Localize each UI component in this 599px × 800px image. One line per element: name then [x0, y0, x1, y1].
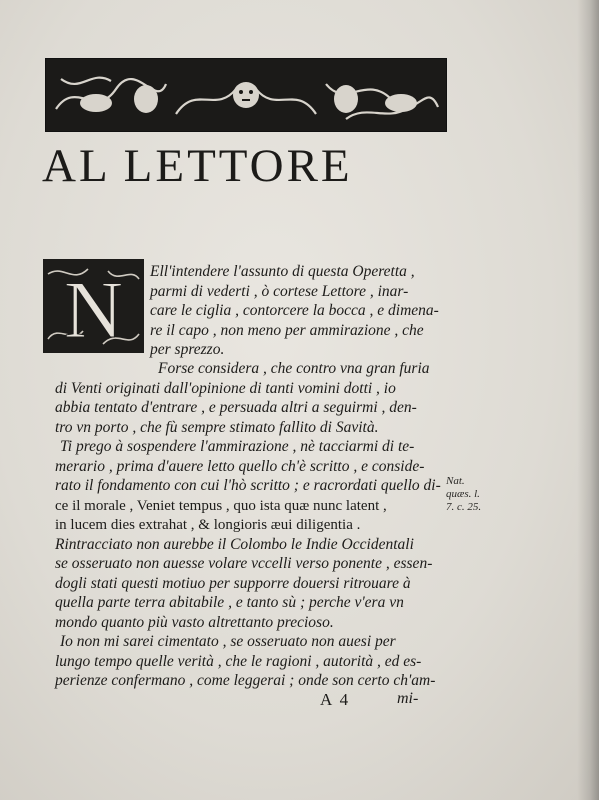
dropcap-letter: N: [63, 264, 124, 353]
gutter-shadow: [577, 0, 599, 800]
text-line: Forse considera , che contro vna gran furia: [158, 360, 430, 377]
text-line: se osseruato non auesse volare vccelli verso ponente , essen-: [55, 555, 433, 572]
text-line: Io non mi sarei cimentato , se osseruato non auesi per: [60, 633, 396, 650]
text-line: in lucem dies extrahat , & longioris æui diligentia .: [55, 517, 361, 533]
text-line: care le ciglia , contorcere la bocca , e dimena-: [150, 302, 439, 319]
signature-mark: A 4: [320, 690, 351, 709]
text-line: lungo tempo quelle verità , che le ragioni , autorità , ed es-: [55, 653, 422, 670]
text-line: Rintracciato non aurebbe il Colombo le Indie Occidentali: [55, 536, 414, 553]
text-line: ce il morale , Veniet tempus , quo ista quæ nunc latent ,: [55, 498, 387, 514]
ornamental-headpiece: [45, 58, 447, 132]
page-title: AL LETTORE: [42, 140, 353, 192]
text-line: rato il fondamento con cui l'hò scritto ; e racrordati quello di-: [55, 477, 441, 494]
text-line: di Venti originati dall'opinione di tanti vomini dotti , io: [55, 380, 396, 397]
catchword: mi-: [397, 690, 419, 707]
text-line: Ti prego à sospendere l'ammirazione , nè tacciarmi di te-: [60, 438, 415, 455]
margin-note-line: Nat.: [446, 475, 465, 487]
text-line: perienze confermano , come leggerai ; onde son certo ch'am-: [55, 672, 436, 689]
margin-note-line: 7. c. 25.: [446, 501, 482, 513]
text-line: mondo quanto più vasto altrettanto precioso.: [55, 614, 334, 631]
text-line: per sprezzo.: [150, 341, 225, 358]
text-line: tro vn porto , che fù sempre stimato fallito di Savità.: [55, 419, 379, 436]
text-line: quella parte terra abitabile , e tanto sù ; perche v'era vn: [55, 594, 404, 611]
text-line: re il capo , non meno per ammirazione , che: [150, 322, 424, 339]
marginal-citation: [446, 475, 506, 514]
text-line: parmi di vederti , ò cortese Lettore , inar-: [150, 283, 409, 300]
text-line: Ell'intendere l'assunto di questa Operetta ,: [150, 263, 415, 280]
text-line: dogli stati questi motiuo per supporre douersi ritrouare à: [55, 575, 411, 592]
text-line: abbia tentato d'entrare , e persuada altri a seguirmi , den-: [55, 399, 417, 416]
margin-note-line: quæs. l.: [446, 488, 480, 500]
text-line: merario , prima d'auere letto quello ch'è scritto , e conside-: [55, 458, 425, 475]
decorated-initial: [43, 259, 144, 353]
